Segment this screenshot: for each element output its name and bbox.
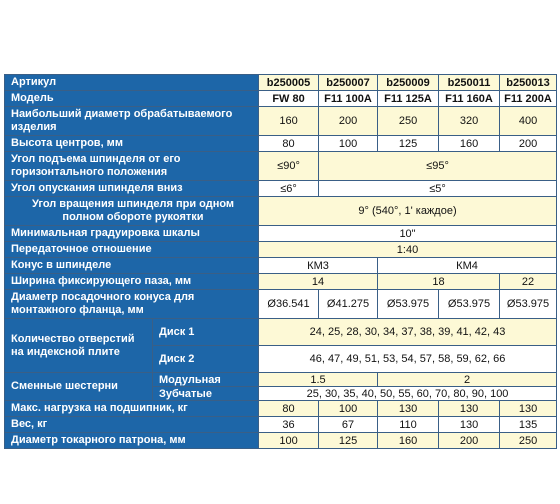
row-chuck-diameter <box>5 433 557 449</box>
spindle-lower-label: Угол опускания шпинделя вниз <box>5 181 259 197</box>
cone-diameter-cell: Ø41.275 <box>319 290 378 319</box>
slot-width-label: Ширина фиксирующего паза, мм <box>5 274 259 290</box>
chuck-diameter-cell: 160 <box>378 433 439 449</box>
model-cell: F11 100A <box>319 91 378 107</box>
row-spindle-raise <box>5 152 557 181</box>
max-diameter-cell: 400 <box>500 107 557 136</box>
weight-cell: 130 <box>439 417 500 433</box>
disk-2-label: Диск 2 <box>153 346 259 373</box>
row-max-diameter <box>5 107 557 136</box>
model-cell: FW 80 <box>259 91 319 107</box>
model-cell: F11 160A <box>439 91 500 107</box>
min-graduation-cell: 10" <box>259 226 557 242</box>
weight-cell: 135 <box>500 417 557 433</box>
slot-width-cell: 18 <box>378 274 500 290</box>
rotation-angle-label: Угол вращения шпинделя при одном полном обороте рукоятки <box>5 197 259 226</box>
rotation-angle-cell: 9° (540°, 1' каждое) <box>259 197 557 226</box>
max-load-cell: 130 <box>500 401 557 417</box>
model-label: Модель <box>5 91 259 107</box>
weight-cell: 36 <box>259 417 319 433</box>
max-diameter-label: Наибольший диаметр обрабатываемого изделия <box>5 107 259 136</box>
spindle-lower-cell: ≤5° <box>319 181 557 197</box>
max-load-cell: 80 <box>259 401 319 417</box>
row-rotation-angle <box>5 197 557 226</box>
disk-2-cell: 46, 47, 49, 51, 53, 54, 57, 58, 59, 62, 66 <box>259 346 557 373</box>
gears-teeth-cell: 25, 30, 35, 40, 50, 55, 60, 70, 80, 90, 100 <box>259 387 557 401</box>
row-slot-width <box>5 274 557 290</box>
article-cell: b250011 <box>439 75 500 91</box>
row-gear-ratio <box>5 242 557 258</box>
weight-cell: 67 <box>319 417 378 433</box>
article-cell: b250007 <box>319 75 378 91</box>
cone-diameter-label: Диаметр посадочного конуса для монтажного фланца, мм <box>5 290 259 319</box>
max-load-label: Макс. нагрузка на подшипник, кг <box>5 401 259 417</box>
max-diameter-cell: 200 <box>319 107 378 136</box>
model-cell: F11 200A <box>500 91 557 107</box>
chuck-diameter-cell: 200 <box>439 433 500 449</box>
center-height-cell: 80 <box>259 136 319 152</box>
row-gears-module <box>5 373 557 387</box>
row-article <box>5 75 557 91</box>
row-disk-1 <box>5 319 557 346</box>
spec-table <box>4 74 557 449</box>
max-diameter-cell: 320 <box>439 107 500 136</box>
row-model <box>5 91 557 107</box>
cone-diameter-cell: Ø53.975 <box>500 290 557 319</box>
disk-1-label: Диск 1 <box>153 319 259 346</box>
gears-module-cell: 2 <box>378 373 557 387</box>
gear-ratio-cell: 1:40 <box>259 242 557 258</box>
center-height-cell: 125 <box>378 136 439 152</box>
row-weight <box>5 417 557 433</box>
article-cell: b250009 <box>378 75 439 91</box>
cone-diameter-cell: Ø36.541 <box>259 290 319 319</box>
article-cell: b250013 <box>500 75 557 91</box>
chuck-diameter-cell: 125 <box>319 433 378 449</box>
min-graduation-label: Минимальная градуировка шкалы <box>5 226 259 242</box>
model-cell: F11 125A <box>378 91 439 107</box>
slot-width-cell: 22 <box>500 274 557 290</box>
spindle-cone-label: Конус в шпинделе <box>5 258 259 274</box>
max-load-cell: 130 <box>378 401 439 417</box>
row-min-graduation <box>5 226 557 242</box>
spindle-raise-label: Угол подъема шпинделя от его горизонтального положения <box>5 152 259 181</box>
gears-teeth-label: Зубчатые <box>153 387 259 401</box>
article-cell: b250005 <box>259 75 319 91</box>
spindle-raise-cell: ≤95° <box>319 152 557 181</box>
row-spindle-lower <box>5 181 557 197</box>
row-cone-diameter <box>5 290 557 319</box>
spindle-raise-cell: ≤90° <box>259 152 319 181</box>
spindle-cone-cell: КМ3 <box>259 258 378 274</box>
disk-1-cell: 24, 25, 28, 30, 34, 37, 38, 39, 41, 42, 43 <box>259 319 557 346</box>
center-height-cell: 160 <box>439 136 500 152</box>
chuck-diameter-label: Диаметр токарного патрона, мм <box>5 433 259 449</box>
spindle-lower-cell: ≤6° <box>259 181 319 197</box>
slot-width-cell: 14 <box>259 274 378 290</box>
max-diameter-cell: 160 <box>259 107 319 136</box>
max-load-cell: 100 <box>319 401 378 417</box>
gears-module-cell: 1.5 <box>259 373 378 387</box>
weight-cell: 110 <box>378 417 439 433</box>
chuck-diameter-cell: 100 <box>259 433 319 449</box>
center-height-cell: 100 <box>319 136 378 152</box>
row-max-load <box>5 401 557 417</box>
cone-diameter-cell: Ø53.975 <box>378 290 439 319</box>
center-height-label: Высота центров, мм <box>5 136 259 152</box>
chuck-diameter-cell: 250 <box>500 433 557 449</box>
row-center-height <box>5 136 557 152</box>
spindle-cone-cell: КМ4 <box>378 258 557 274</box>
max-load-cell: 130 <box>439 401 500 417</box>
center-height-cell: 200 <box>500 136 557 152</box>
gears-label: Сменные шестерни <box>5 373 153 401</box>
weight-label: Вес, кг <box>5 417 259 433</box>
row-spindle-cone <box>5 258 557 274</box>
gears-module-label: Модульная <box>153 373 259 387</box>
gear-ratio-label: Передаточное отношение <box>5 242 259 258</box>
cone-diameter-cell: Ø53.975 <box>439 290 500 319</box>
max-diameter-cell: 250 <box>378 107 439 136</box>
index-holes-label: Количество отверстий на индексной плите <box>5 319 153 373</box>
article-label: Артикул <box>5 75 259 91</box>
